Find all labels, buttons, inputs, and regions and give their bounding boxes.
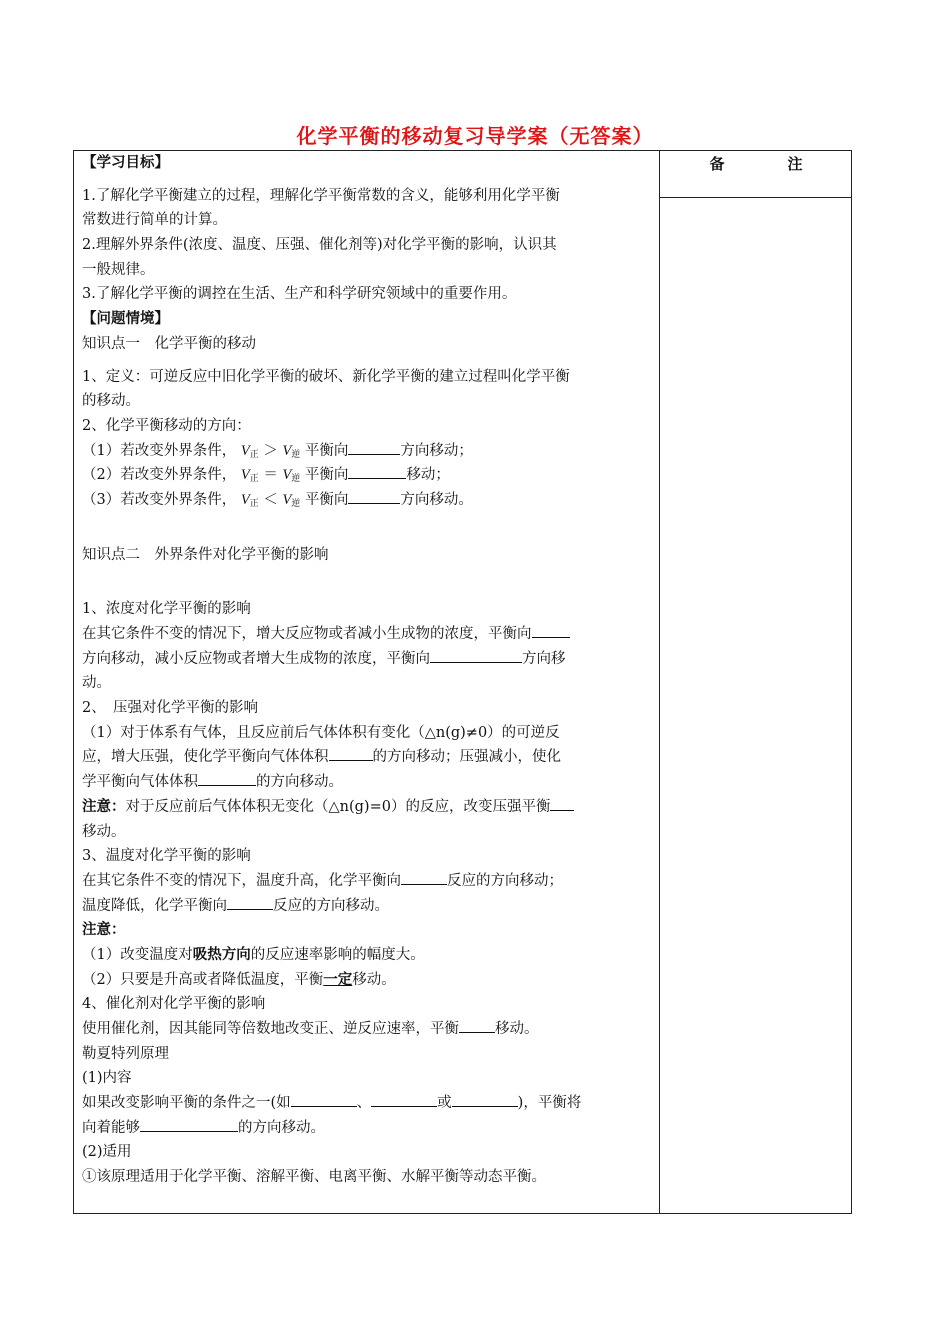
temperature-a: 在其它条件不变的情况下，温度升高，化学平衡向 反应的方向移动； [82, 869, 647, 894]
le-chatelier-content-a: 如果改变影响平衡的条件之一(如 、 或 )，平衡将 [82, 1091, 647, 1116]
knowledge-point-2: 知识点二 外界条件对化学平衡的影响 [82, 546, 329, 563]
fill-blank[interactable] [371, 1092, 437, 1107]
direction-title: 2、化学平衡移动的方向： [82, 417, 251, 434]
concentration-c: 动。 [82, 675, 111, 692]
le-chatelier-content-label: (1)内容 [82, 1070, 132, 1087]
temperature-b: 温度降低，化学平衡向 反应的方向移动。 [82, 894, 647, 919]
fill-blank[interactable] [452, 1092, 518, 1107]
fill-blank[interactable] [430, 648, 522, 663]
catalyst-title: 4、催化剂对化学平衡的影响 [82, 996, 266, 1013]
fill-blank[interactable] [348, 440, 400, 455]
notes-column-header: 备 注 [709, 155, 827, 173]
document-title: 化学平衡的移动复习导学案（无答案） [296, 124, 654, 148]
fill-blank[interactable] [291, 1092, 357, 1107]
goal-2a: 2.理解外界条件(浓度、温度、压强、催化剂等)对化学平衡的影响，认识其 [82, 237, 557, 254]
lesson-table [73, 150, 852, 1214]
fill-blank[interactable] [140, 1117, 238, 1132]
definition-a: 1、定义：可逆反应中旧化学平衡的破坏、新化学平衡的建立过程叫化学平衡 [82, 368, 570, 385]
fill-blank[interactable] [329, 746, 373, 761]
pressure-note-b: 移动。 [82, 823, 126, 840]
direction-case-2: （2）若改变外界条件， $V_正 = V_逆$ 平衡向 移动； [82, 463, 647, 488]
pressure-b: 应，增大压强，使化学平衡向气体体积 的方向移动；压强减小，使化 [82, 745, 647, 770]
concentration-b: 方向移动，减小反应物或者增大生成物的浓度，平衡向 方向移 [82, 647, 647, 672]
direction-case-3: （3）若改变外界条件， $V_正 < V_逆$ 平衡向 方向移动。 [82, 488, 647, 513]
fill-blank[interactable] [550, 796, 574, 811]
column-divider [659, 151, 660, 1213]
knowledge-point-1: 知识点一 化学平衡的移动 [82, 335, 256, 352]
situation-heading: 【问题情境】 [82, 311, 169, 328]
le-chatelier-scope: ①该原理适用于化学平衡、溶解平衡、电离平衡、水解平衡等动态平衡。 [82, 1169, 546, 1186]
le-chatelier-content-b: 向着能够 的方向移动。 [82, 1116, 647, 1141]
fill-blank[interactable] [532, 623, 570, 638]
catalyst-a: 使用催化剂，因其能同等倍数地改变正、逆反应速率，平衡 移动。 [82, 1017, 647, 1042]
concentration-title: 1、浓度对化学平衡的影响 [82, 601, 251, 618]
temperature-note-2: （2）只要是升高或者降低温度，平衡一定移动。 [82, 971, 396, 988]
definition-b: 的移动。 [82, 393, 140, 410]
fill-blank[interactable] [227, 895, 273, 910]
temperature-note-1: （1）改变温度对吸热方向的反应速率影响的幅度大。 [82, 946, 425, 963]
pressure-a: （1）对于体系有气体，且反应前后气体体积有变化（△n(g)≠0）的可逆反 [82, 724, 560, 741]
lesson-content [82, 151, 647, 1190]
fill-blank[interactable] [348, 489, 400, 504]
direction-case-1: （1）若改变外界条件， $V_正 > V_逆$ 平衡向 方向移动； [82, 439, 647, 464]
fill-blank[interactable] [198, 771, 256, 786]
pressure-title: 2、 压强对化学平衡的影响 [82, 700, 258, 717]
temperature-note-label: 注意： [82, 922, 126, 939]
pressure-c: 学平衡向气体体积 的方向移动。 [82, 770, 647, 795]
goal-1b: 常数进行简单的计算。 [82, 212, 227, 229]
le-chatelier-title: 勒夏特列原理 [82, 1045, 169, 1062]
goal-3: 3.了解化学平衡的调控在生活、生产和科学研究领域中的重要作用。 [82, 286, 517, 303]
goal-2b: 一般规律。 [82, 261, 155, 278]
le-chatelier-scope-label: (2)适用 [82, 1144, 132, 1161]
pressure-note-a: 注意：对于反应前后气体体积无变化（△n(g)=0）的反应，改变压强平衡 [82, 795, 647, 820]
goal-1a: 1.了解化学平衡建立的过程，理解化学平衡常数的含义，能够利用化学平衡 [82, 187, 560, 204]
temperature-title: 3、温度对化学平衡的影响 [82, 848, 251, 865]
goals-heading: 【学习目标】 [82, 155, 169, 171]
fill-blank[interactable] [348, 464, 406, 479]
fill-blank[interactable] [401, 870, 447, 885]
concentration-a: 在其它条件不变的情况下，增大反应物或者减小生成物的浓度，平衡向 [82, 622, 647, 647]
notes-header-divider [659, 197, 852, 198]
fill-blank[interactable] [459, 1018, 495, 1033]
